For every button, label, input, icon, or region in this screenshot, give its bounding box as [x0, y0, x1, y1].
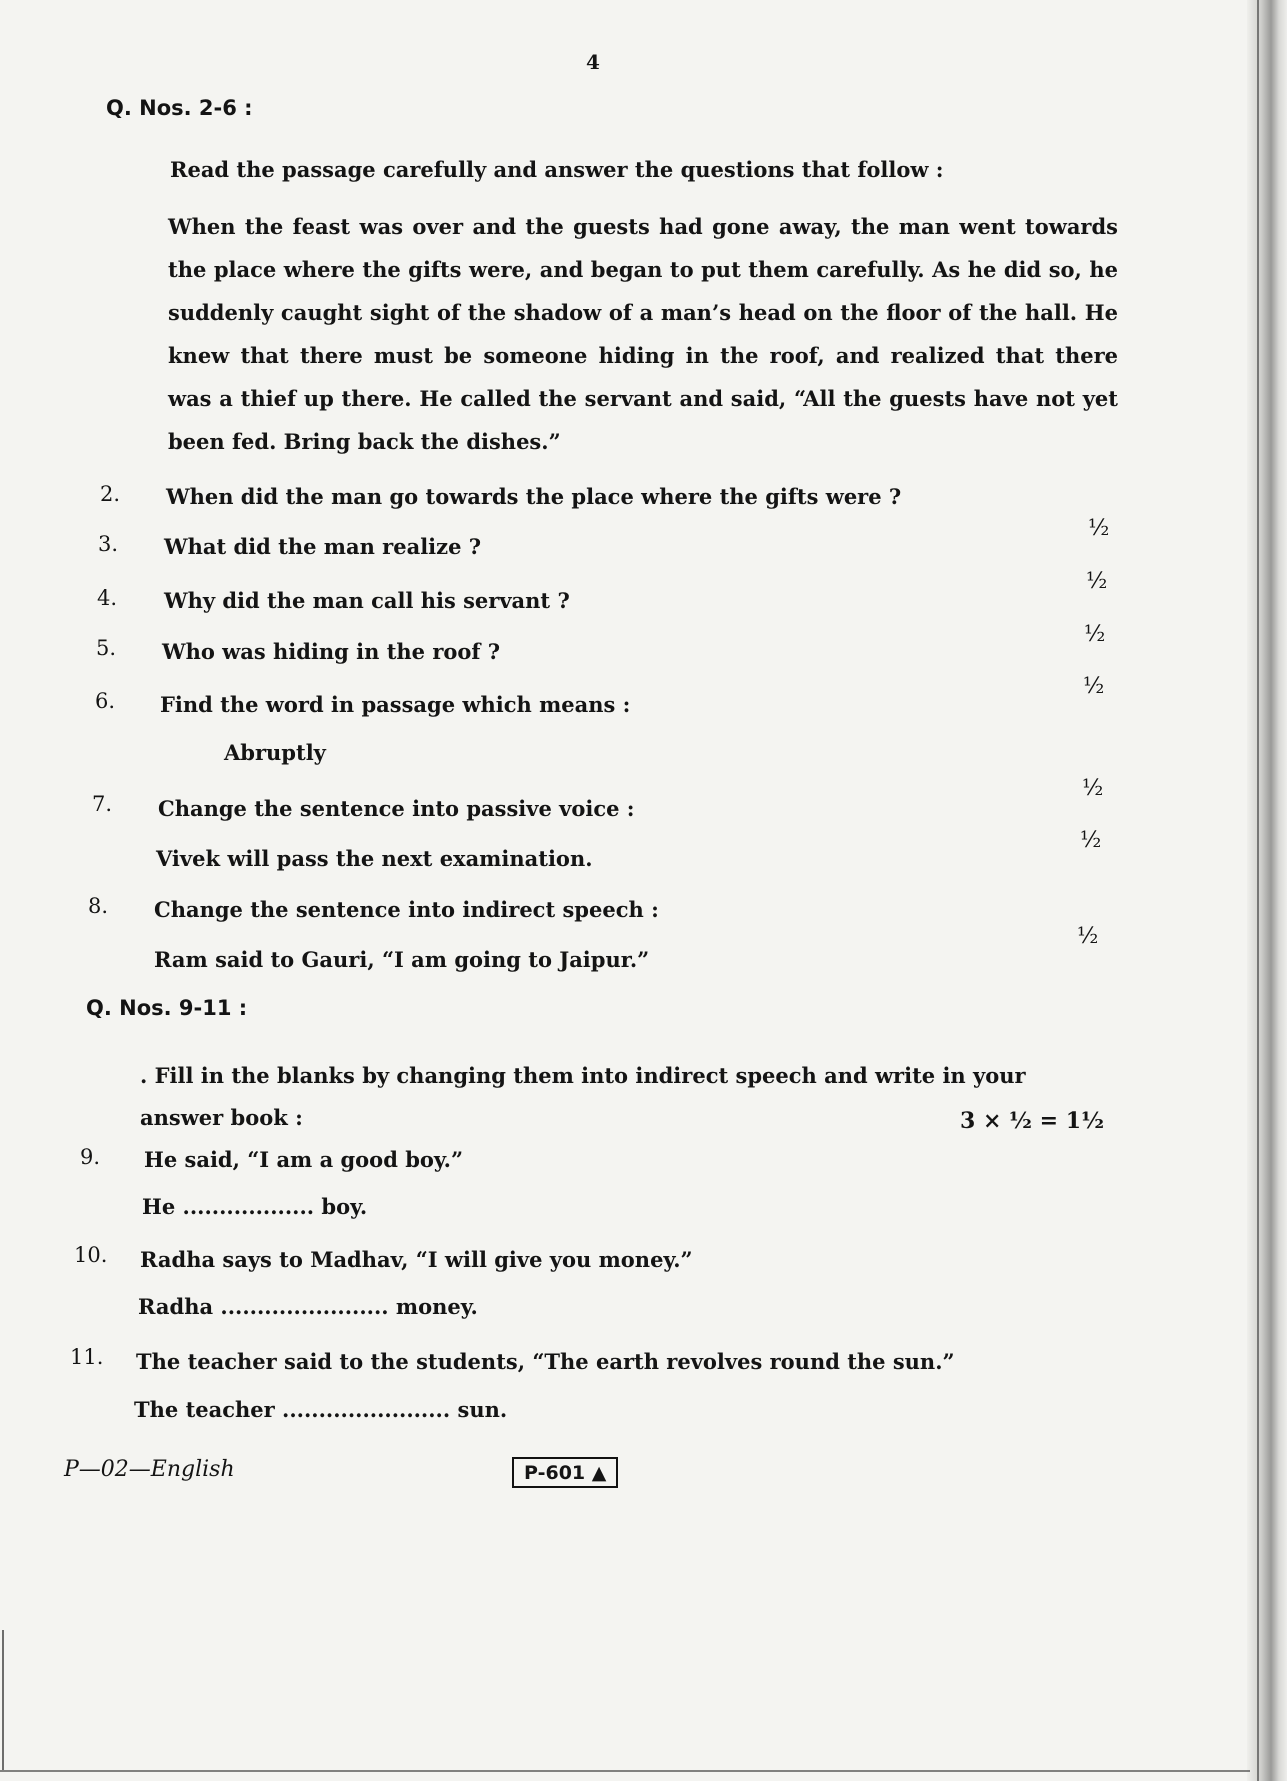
question-number: 4. — [97, 586, 118, 610]
binding-edge-line — [1257, 0, 1259, 1781]
paper-code-footer: P—02—English — [64, 1457, 235, 1482]
section-heading-2-6: Q. Nos. 2-6 : — [106, 96, 253, 120]
question-text: Change the sentence into passive voice : — [158, 796, 635, 821]
section-instruction: . Fill in the blanks by changing them into indirect speech and write in your answer book : — [140, 1063, 1026, 1130]
section-heading-9-11: Q. Nos. 9-11 : — [86, 996, 248, 1020]
fill-blank: The teacher ....................... sun. — [134, 1397, 508, 1422]
question-subtext: Abruptly — [224, 740, 326, 765]
question-mark: ½ — [1084, 622, 1106, 647]
question-text: Radha says to Madhav, “I will give you money.” — [140, 1247, 693, 1272]
passage-instruction: Read the passage carefully and answer the questions that follow : — [170, 157, 944, 182]
reading-passage: When the feast was over and the guests had gone away, the man went towards the place where the gifts were, and began to put them carefully. As he did so, he suddenly caught sight of the shadow of a man’s head on the floor of the hall. He knew that there must be someone hiding in the roof, and realized that there was a thief up there. He called the servant and said, “All the guests have not yet been fed. Bring back the dishes.” — [168, 214, 1118, 454]
question-number: 7. — [92, 792, 113, 816]
question-number: 3. — [98, 532, 119, 556]
question-text: The teacher said to the students, “The earth revolves round the sun.” — [136, 1349, 955, 1374]
question-number: 5. — [96, 636, 117, 660]
question-text: He said, “I am a good boy.” — [144, 1147, 464, 1172]
question-text: When did the man go towards the place where the gifts were ? — [166, 484, 902, 509]
question-mark: ½ — [1080, 828, 1102, 853]
question-mark: ½ — [1083, 674, 1105, 699]
fill-blank: Radha ....................... money. — [138, 1294, 478, 1319]
page-number: 4 — [586, 50, 600, 74]
question-number: 10. — [74, 1243, 108, 1267]
question-mark: ½ — [1082, 776, 1104, 801]
question-number: 9. — [80, 1145, 101, 1169]
question-mark: ½ — [1077, 924, 1099, 949]
paper-set-code-box: P-601 ▲ — [512, 1457, 618, 1488]
question-text: What did the man realize ? — [164, 534, 482, 559]
question-subtext: Vivek will pass the next examination. — [156, 846, 593, 871]
section-marks: 3 × ½ = 1½ — [960, 1108, 1105, 1134]
question-text: Who was hiding in the roof ? — [162, 639, 501, 664]
question-number: 11. — [70, 1345, 104, 1369]
left-margin-mark — [2, 1630, 4, 1770]
question-number: 2. — [100, 482, 121, 506]
question-mark: ½ — [1086, 569, 1108, 594]
question-text: Why did the man call his servant ? — [164, 588, 570, 613]
page-binding-shadow — [1247, 0, 1287, 1781]
question-mark: ½ — [1088, 516, 1110, 541]
bottom-rule — [0, 1770, 1250, 1772]
question-text: Change the sentence into indirect speech : — [154, 897, 659, 922]
question-subtext: Ram said to Gauri, “I am going to Jaipur.” — [154, 947, 650, 972]
question-number: 6. — [95, 689, 116, 713]
question-text: Find the word in passage which means : — [160, 692, 631, 717]
fill-blank: He .................. boy. — [142, 1194, 368, 1219]
question-number: 8. — [88, 894, 109, 918]
